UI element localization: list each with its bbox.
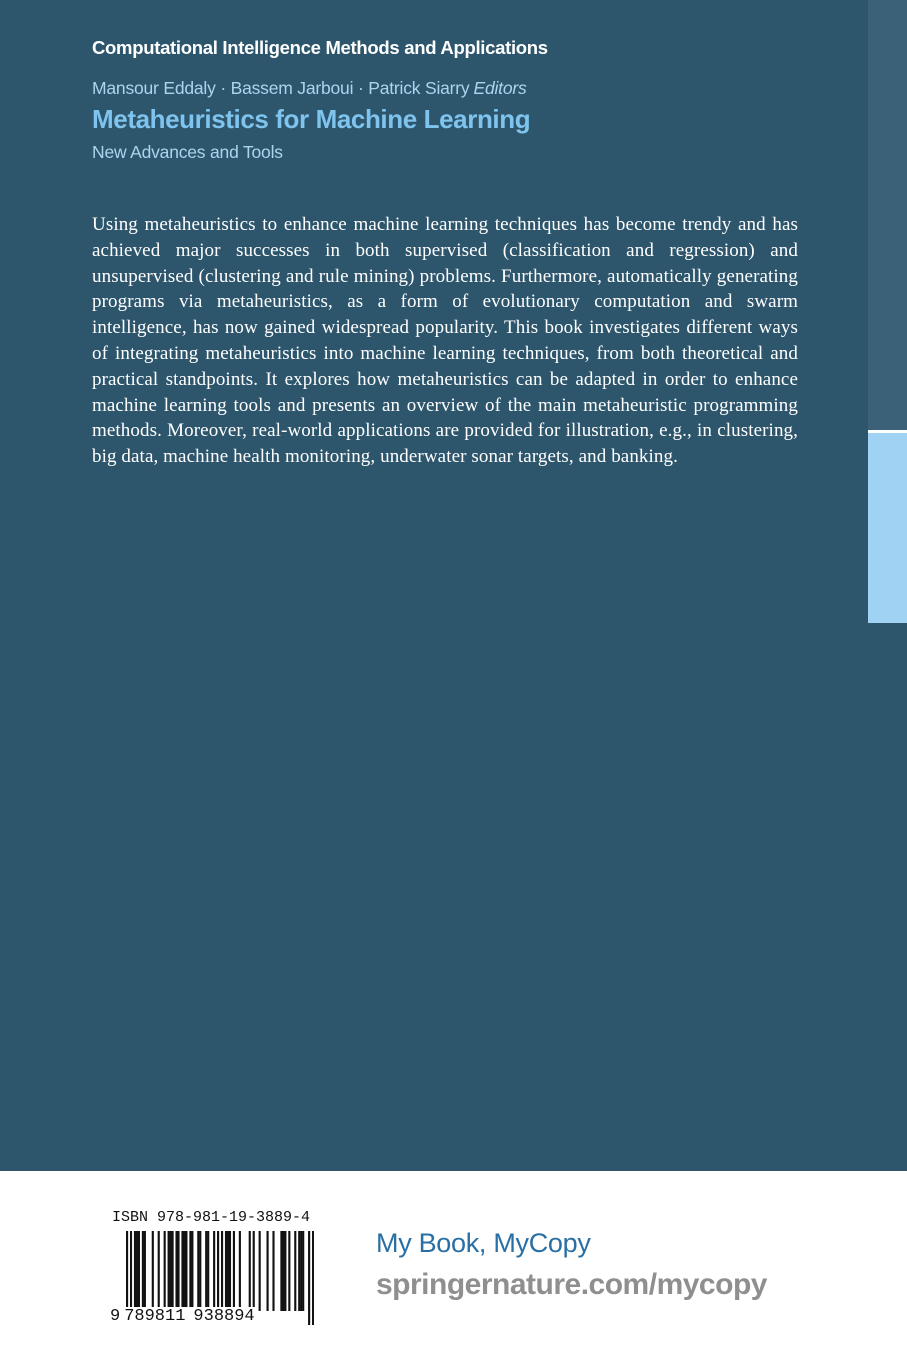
editors-names: Mansour Eddaly · Bassem Jarboui · Patrick Siarry (92, 78, 470, 98)
barcode-bar (144, 1231, 146, 1311)
barcode-bar (312, 1231, 314, 1325)
barcode-bar (164, 1231, 166, 1311)
spine-color-block (868, 433, 907, 623)
barcode-bar (272, 1231, 274, 1311)
barcode-bar (136, 1231, 138, 1311)
barcode-bar (284, 1231, 286, 1311)
barcode-bar (229, 1231, 231, 1311)
barcode-bar (280, 1231, 282, 1311)
barcode-bar (300, 1231, 302, 1311)
barcode-bar (175, 1231, 177, 1311)
barcode-bar (205, 1231, 207, 1311)
barcode-bar (185, 1231, 187, 1311)
mycopy-title: My Book, MyCopy (376, 1228, 591, 1258)
barcode-bar (181, 1231, 183, 1311)
barcode-bar (183, 1231, 185, 1311)
barcode-bar (302, 1231, 304, 1311)
barcode-bar (308, 1231, 310, 1325)
barcode-bar (259, 1231, 261, 1311)
mycopy-url: springernature.com/mycopy (376, 1268, 767, 1301)
barcode-bar (227, 1231, 229, 1311)
isbn-label: ISBN 978-981-19-3889-4 (112, 1209, 311, 1226)
barcode-bar (282, 1231, 284, 1311)
barcode-bar (197, 1231, 199, 1311)
barcode-bar (199, 1231, 201, 1311)
barcode-bar (172, 1231, 174, 1311)
barcode-bar (239, 1231, 241, 1311)
barcode-bar (298, 1231, 300, 1311)
barcode-bar (191, 1231, 193, 1311)
barcode-bar (142, 1231, 144, 1311)
book-title: Metaheuristics for Machine Learning (92, 104, 531, 134)
barcode-bar (233, 1231, 235, 1311)
barcode-bar (177, 1231, 179, 1311)
barcode-bar (213, 1231, 215, 1311)
barcode-bar (267, 1231, 269, 1311)
editors-role: Editors (473, 78, 527, 98)
barcode-bar (225, 1231, 227, 1311)
barcode-bar (170, 1231, 172, 1311)
barcode-bar (168, 1231, 170, 1311)
barcode-digits (110, 1307, 255, 1326)
series-title: Computational Intelligence Methods and Applications (92, 37, 548, 58)
editors-line (92, 78, 527, 99)
barcode-bar (134, 1231, 136, 1311)
barcode-left-group: 789811 (124, 1307, 186, 1326)
barcode-bar (138, 1231, 140, 1311)
barcode-bar (207, 1231, 209, 1311)
barcode-right-group: 938894 (193, 1307, 255, 1326)
book-blurb: Using metaheuristics to enhance machine learning techniques has become trendy and has achieved major successes in both supervised (classification and regression) and unsupervised (clustering and rule mining) problems. Furthermore, automatically generating programs via metaheuristics, as a form of evolutionary computation and swarm intelligence, has now gained widespread popularity. This book investigates different ways of integrating metaheuristics into machine learning techniques, from both theoretical and practical standpoints. It explores how metaheuristics can be adapted in order to enhance machine learning tools and presents an overview of the main metaheuristic programming methods. Moreover, real-world applications are provided for illustration, e.g., in clustering, big data, machine health monitoring, underwater sonar targets, and banking. (92, 214, 798, 468)
barcode-bar (158, 1231, 160, 1311)
barcode-bar (249, 1231, 251, 1311)
spine-strip (868, 0, 907, 430)
barcode-bar (253, 1231, 255, 1311)
barcode-bar (294, 1231, 296, 1311)
barcode-bar (288, 1231, 290, 1311)
barcode-bar (152, 1231, 154, 1311)
barcode-first-digit: 9 (110, 1307, 121, 1326)
book-subtitle: New Advances and Tools (92, 142, 283, 162)
barcode-bar (189, 1231, 191, 1311)
